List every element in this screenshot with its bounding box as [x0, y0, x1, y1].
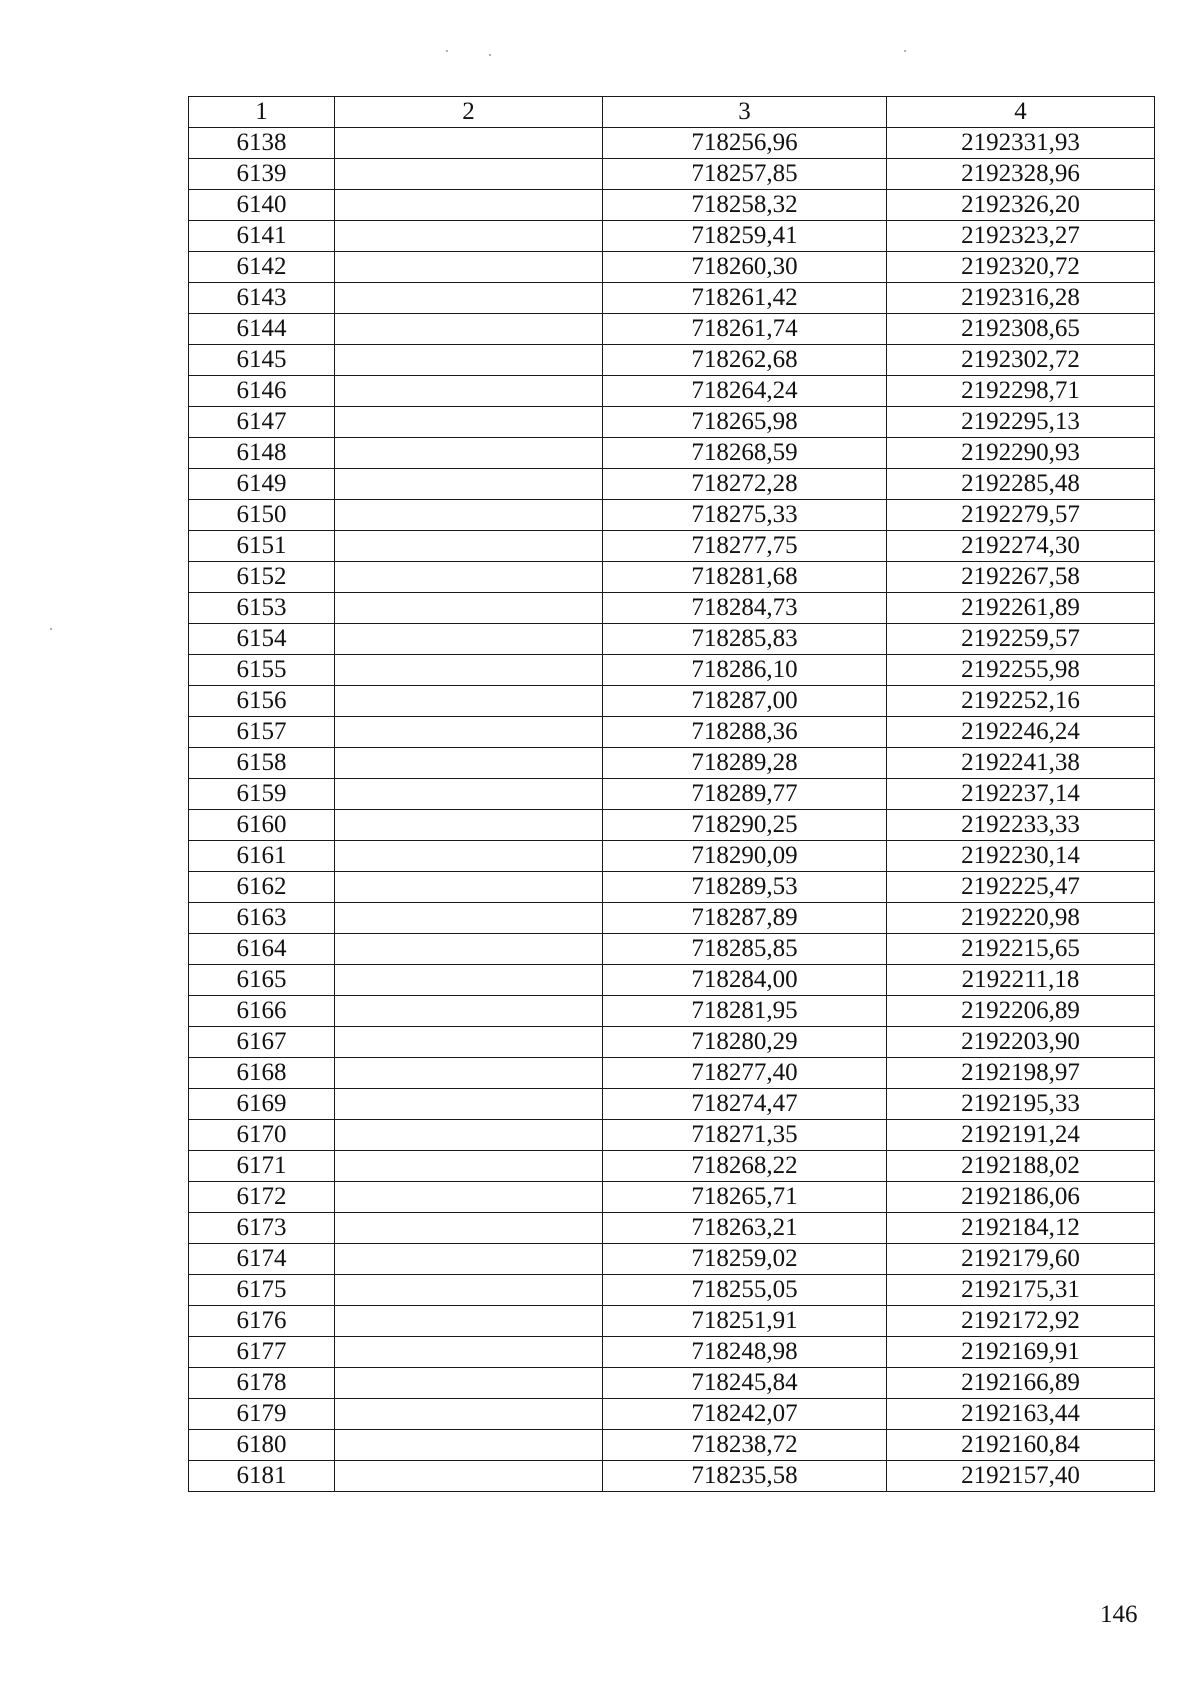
point-number-cell: 6153 — [189, 593, 335, 624]
table-row — [189, 376, 1155, 407]
point-number-cell: 6149 — [189, 469, 335, 500]
y-coordinate-cell: 2192241,38 — [887, 748, 1155, 779]
table-row — [189, 407, 1155, 438]
x-coordinate-cell: 718277,40 — [603, 1058, 887, 1089]
table-row — [189, 1244, 1155, 1275]
table-row — [189, 345, 1155, 376]
point-number-cell: 6141 — [189, 221, 335, 252]
description-cell — [335, 1182, 603, 1213]
y-coordinate-cell: 2192259,57 — [887, 624, 1155, 655]
column-header-4: 4 — [887, 97, 1155, 128]
point-number-cell: 6157 — [189, 717, 335, 748]
table-row — [189, 1151, 1155, 1182]
point-number-cell: 6145 — [189, 345, 335, 376]
description-cell — [335, 1058, 603, 1089]
y-coordinate-cell: 2192326,20 — [887, 190, 1155, 221]
y-coordinate-cell: 2192179,60 — [887, 1244, 1155, 1275]
point-number-cell: 6152 — [189, 562, 335, 593]
table-row — [189, 1368, 1155, 1399]
table-row — [189, 1275, 1155, 1306]
x-coordinate-cell: 718259,41 — [603, 221, 887, 252]
y-coordinate-cell: 2192188,02 — [887, 1151, 1155, 1182]
point-number-cell: 6177 — [189, 1337, 335, 1368]
table-row — [189, 779, 1155, 810]
y-coordinate-cell: 2192255,98 — [887, 655, 1155, 686]
point-number-cell: 6180 — [189, 1430, 335, 1461]
point-number-cell: 6168 — [189, 1058, 335, 1089]
description-cell — [335, 1306, 603, 1337]
column-header-3: 3 — [603, 97, 887, 128]
y-coordinate-cell: 2192316,28 — [887, 283, 1155, 314]
column-header-1: 1 — [189, 97, 335, 128]
page-number: 146 — [1100, 1601, 1138, 1628]
table-row — [189, 500, 1155, 531]
table-row — [189, 221, 1155, 252]
x-coordinate-cell: 718256,96 — [603, 128, 887, 159]
description-cell — [335, 624, 603, 655]
point-number-cell: 6148 — [189, 438, 335, 469]
point-number-cell: 6162 — [189, 872, 335, 903]
y-coordinate-cell: 2192203,90 — [887, 1027, 1155, 1058]
y-coordinate-cell: 2192157,40 — [887, 1461, 1155, 1492]
table-row — [189, 996, 1155, 1027]
table-row — [189, 1337, 1155, 1368]
description-cell — [335, 252, 603, 283]
point-number-cell: 6172 — [189, 1182, 335, 1213]
y-coordinate-cell: 2192274,30 — [887, 531, 1155, 562]
table-row — [189, 252, 1155, 283]
point-number-cell: 6140 — [189, 190, 335, 221]
y-coordinate-cell: 2192163,44 — [887, 1399, 1155, 1430]
point-number-cell: 6139 — [189, 159, 335, 190]
description-cell — [335, 1368, 603, 1399]
description-cell — [335, 1461, 603, 1492]
y-coordinate-cell: 2192279,57 — [887, 500, 1155, 531]
description-cell — [335, 376, 603, 407]
x-coordinate-cell: 718281,68 — [603, 562, 887, 593]
table-row — [189, 438, 1155, 469]
x-coordinate-cell: 718277,75 — [603, 531, 887, 562]
x-coordinate-cell: 718257,85 — [603, 159, 887, 190]
y-coordinate-cell: 2192195,33 — [887, 1089, 1155, 1120]
description-cell — [335, 469, 603, 500]
table-row — [189, 531, 1155, 562]
description-cell — [335, 1089, 603, 1120]
table-row — [189, 1058, 1155, 1089]
x-coordinate-cell: 718281,95 — [603, 996, 887, 1027]
point-number-cell: 6169 — [189, 1089, 335, 1120]
x-coordinate-cell: 718259,02 — [603, 1244, 887, 1275]
x-coordinate-cell: 718263,21 — [603, 1213, 887, 1244]
table-row — [189, 965, 1155, 996]
table-row — [189, 1461, 1155, 1492]
coordinates-table — [188, 96, 1155, 1492]
description-cell — [335, 438, 603, 469]
x-coordinate-cell: 718245,84 — [603, 1368, 887, 1399]
y-coordinate-cell: 2192252,16 — [887, 686, 1155, 717]
table-row — [189, 748, 1155, 779]
point-number-cell: 6151 — [189, 531, 335, 562]
description-cell — [335, 1275, 603, 1306]
y-coordinate-cell: 2192191,24 — [887, 1120, 1155, 1151]
y-coordinate-cell: 2192308,65 — [887, 314, 1155, 345]
table-row — [189, 810, 1155, 841]
y-coordinate-cell: 2192298,71 — [887, 376, 1155, 407]
y-coordinate-cell: 2192237,14 — [887, 779, 1155, 810]
point-number-cell: 6166 — [189, 996, 335, 1027]
table-row — [189, 159, 1155, 190]
table-row — [189, 872, 1155, 903]
y-coordinate-cell: 2192225,47 — [887, 872, 1155, 903]
x-coordinate-cell: 718265,98 — [603, 407, 887, 438]
table-row — [189, 469, 1155, 500]
table-row — [189, 190, 1155, 221]
y-coordinate-cell: 2192323,27 — [887, 221, 1155, 252]
x-coordinate-cell: 718238,72 — [603, 1430, 887, 1461]
description-cell — [335, 159, 603, 190]
table-row — [189, 562, 1155, 593]
point-number-cell: 6163 — [189, 903, 335, 934]
y-coordinate-cell: 2192320,72 — [887, 252, 1155, 283]
description-cell — [335, 562, 603, 593]
x-coordinate-cell: 718242,07 — [603, 1399, 887, 1430]
y-coordinate-cell: 2192184,12 — [887, 1213, 1155, 1244]
description-cell — [335, 190, 603, 221]
point-number-cell: 6165 — [189, 965, 335, 996]
description-cell — [335, 1337, 603, 1368]
point-number-cell: 6142 — [189, 252, 335, 283]
point-number-cell: 6161 — [189, 841, 335, 872]
scan-speck — [489, 54, 491, 56]
description-cell — [335, 934, 603, 965]
x-coordinate-cell: 718258,32 — [603, 190, 887, 221]
y-coordinate-cell: 2192215,65 — [887, 934, 1155, 965]
table-row — [189, 1306, 1155, 1337]
x-coordinate-cell: 718271,35 — [603, 1120, 887, 1151]
x-coordinate-cell: 718290,09 — [603, 841, 887, 872]
table-row — [189, 128, 1155, 159]
y-coordinate-cell: 2192302,72 — [887, 345, 1155, 376]
point-number-cell: 6155 — [189, 655, 335, 686]
x-coordinate-cell: 718255,05 — [603, 1275, 887, 1306]
y-coordinate-cell: 2192166,89 — [887, 1368, 1155, 1399]
x-coordinate-cell: 718285,85 — [603, 934, 887, 965]
x-coordinate-cell: 718268,59 — [603, 438, 887, 469]
description-cell — [335, 345, 603, 376]
x-coordinate-cell: 718286,10 — [603, 655, 887, 686]
description-cell — [335, 779, 603, 810]
x-coordinate-cell: 718274,47 — [603, 1089, 887, 1120]
point-number-cell: 6164 — [189, 934, 335, 965]
point-number-cell: 6150 — [189, 500, 335, 531]
y-coordinate-cell: 2192160,84 — [887, 1430, 1155, 1461]
description-cell — [335, 500, 603, 531]
description-cell — [335, 531, 603, 562]
point-number-cell: 6170 — [189, 1120, 335, 1151]
point-number-cell: 6160 — [189, 810, 335, 841]
description-cell — [335, 841, 603, 872]
y-coordinate-cell: 2192285,48 — [887, 469, 1155, 500]
point-number-cell: 6171 — [189, 1151, 335, 1182]
y-coordinate-cell: 2192172,92 — [887, 1306, 1155, 1337]
x-coordinate-cell: 718251,91 — [603, 1306, 887, 1337]
y-coordinate-cell: 2192211,18 — [887, 965, 1155, 996]
scan-speck — [446, 50, 448, 52]
table-row — [189, 1430, 1155, 1461]
y-coordinate-cell: 2192186,06 — [887, 1182, 1155, 1213]
y-coordinate-cell: 2192246,24 — [887, 717, 1155, 748]
description-cell — [335, 221, 603, 252]
x-coordinate-cell: 718284,73 — [603, 593, 887, 624]
point-number-cell: 6154 — [189, 624, 335, 655]
point-number-cell: 6178 — [189, 1368, 335, 1399]
point-number-cell: 6179 — [189, 1399, 335, 1430]
point-number-cell: 6174 — [189, 1244, 335, 1275]
y-coordinate-cell: 2192295,13 — [887, 407, 1155, 438]
x-coordinate-cell: 718289,53 — [603, 872, 887, 903]
x-coordinate-cell: 718265,71 — [603, 1182, 887, 1213]
y-coordinate-cell: 2192175,31 — [887, 1275, 1155, 1306]
description-cell — [335, 810, 603, 841]
point-number-cell: 6147 — [189, 407, 335, 438]
x-coordinate-cell: 718290,25 — [603, 810, 887, 841]
description-cell — [335, 996, 603, 1027]
description-cell — [335, 314, 603, 345]
point-number-cell: 6159 — [189, 779, 335, 810]
table-header-row — [189, 97, 1155, 128]
point-number-cell: 6146 — [189, 376, 335, 407]
point-number-cell: 6144 — [189, 314, 335, 345]
table-row — [189, 1399, 1155, 1430]
y-coordinate-cell: 2192261,89 — [887, 593, 1155, 624]
table-row — [189, 283, 1155, 314]
y-coordinate-cell: 2192220,98 — [887, 903, 1155, 934]
x-coordinate-cell: 718264,24 — [603, 376, 887, 407]
x-coordinate-cell: 718261,74 — [603, 314, 887, 345]
table-row — [189, 841, 1155, 872]
description-cell — [335, 748, 603, 779]
table-row — [189, 624, 1155, 655]
table-row — [189, 1213, 1155, 1244]
x-coordinate-cell: 718285,83 — [603, 624, 887, 655]
y-coordinate-cell: 2192331,93 — [887, 128, 1155, 159]
description-cell — [335, 1151, 603, 1182]
description-cell — [335, 593, 603, 624]
table-row — [189, 593, 1155, 624]
x-coordinate-cell: 718260,30 — [603, 252, 887, 283]
x-coordinate-cell: 718284,00 — [603, 965, 887, 996]
table-body — [189, 128, 1155, 1492]
point-number-cell: 6138 — [189, 128, 335, 159]
x-coordinate-cell: 718248,98 — [603, 1337, 887, 1368]
description-cell — [335, 965, 603, 996]
table-row — [189, 903, 1155, 934]
x-coordinate-cell: 718268,22 — [603, 1151, 887, 1182]
x-coordinate-cell: 718235,58 — [603, 1461, 887, 1492]
scan-speck — [904, 50, 906, 52]
y-coordinate-cell: 2192233,33 — [887, 810, 1155, 841]
table-row — [189, 1027, 1155, 1058]
point-number-cell: 6181 — [189, 1461, 335, 1492]
description-cell — [335, 903, 603, 934]
point-number-cell: 6175 — [189, 1275, 335, 1306]
description-cell — [335, 1244, 603, 1275]
y-coordinate-cell: 2192267,58 — [887, 562, 1155, 593]
description-cell — [335, 407, 603, 438]
description-cell — [335, 1213, 603, 1244]
table-row — [189, 1182, 1155, 1213]
column-header-2: 2 — [335, 97, 603, 128]
description-cell — [335, 1430, 603, 1461]
description-cell — [335, 717, 603, 748]
table-row — [189, 1089, 1155, 1120]
table-row — [189, 314, 1155, 345]
description-cell — [335, 686, 603, 717]
x-coordinate-cell: 718287,89 — [603, 903, 887, 934]
y-coordinate-cell: 2192290,93 — [887, 438, 1155, 469]
x-coordinate-cell: 718261,42 — [603, 283, 887, 314]
table-row — [189, 655, 1155, 686]
table-row — [189, 717, 1155, 748]
x-coordinate-cell: 718275,33 — [603, 500, 887, 531]
y-coordinate-cell: 2192328,96 — [887, 159, 1155, 190]
x-coordinate-cell: 718280,29 — [603, 1027, 887, 1058]
x-coordinate-cell: 718289,77 — [603, 779, 887, 810]
x-coordinate-cell: 718262,68 — [603, 345, 887, 376]
table-row — [189, 934, 1155, 965]
point-number-cell: 6176 — [189, 1306, 335, 1337]
point-number-cell: 6143 — [189, 283, 335, 314]
table-row — [189, 686, 1155, 717]
y-coordinate-cell: 2192230,14 — [887, 841, 1155, 872]
point-number-cell: 6158 — [189, 748, 335, 779]
point-number-cell: 6167 — [189, 1027, 335, 1058]
description-cell — [335, 1027, 603, 1058]
point-number-cell: 6173 — [189, 1213, 335, 1244]
x-coordinate-cell: 718287,00 — [603, 686, 887, 717]
description-cell — [335, 655, 603, 686]
y-coordinate-cell: 2192198,97 — [887, 1058, 1155, 1089]
description-cell — [335, 283, 603, 314]
y-coordinate-cell: 2192169,91 — [887, 1337, 1155, 1368]
x-coordinate-cell: 718272,28 — [603, 469, 887, 500]
x-coordinate-cell: 718288,36 — [603, 717, 887, 748]
table-row — [189, 1120, 1155, 1151]
description-cell — [335, 1399, 603, 1430]
x-coordinate-cell: 718289,28 — [603, 748, 887, 779]
description-cell — [335, 128, 603, 159]
description-cell — [335, 1120, 603, 1151]
description-cell — [335, 872, 603, 903]
y-coordinate-cell: 2192206,89 — [887, 996, 1155, 1027]
scan-speck — [50, 628, 52, 630]
point-number-cell: 6156 — [189, 686, 335, 717]
